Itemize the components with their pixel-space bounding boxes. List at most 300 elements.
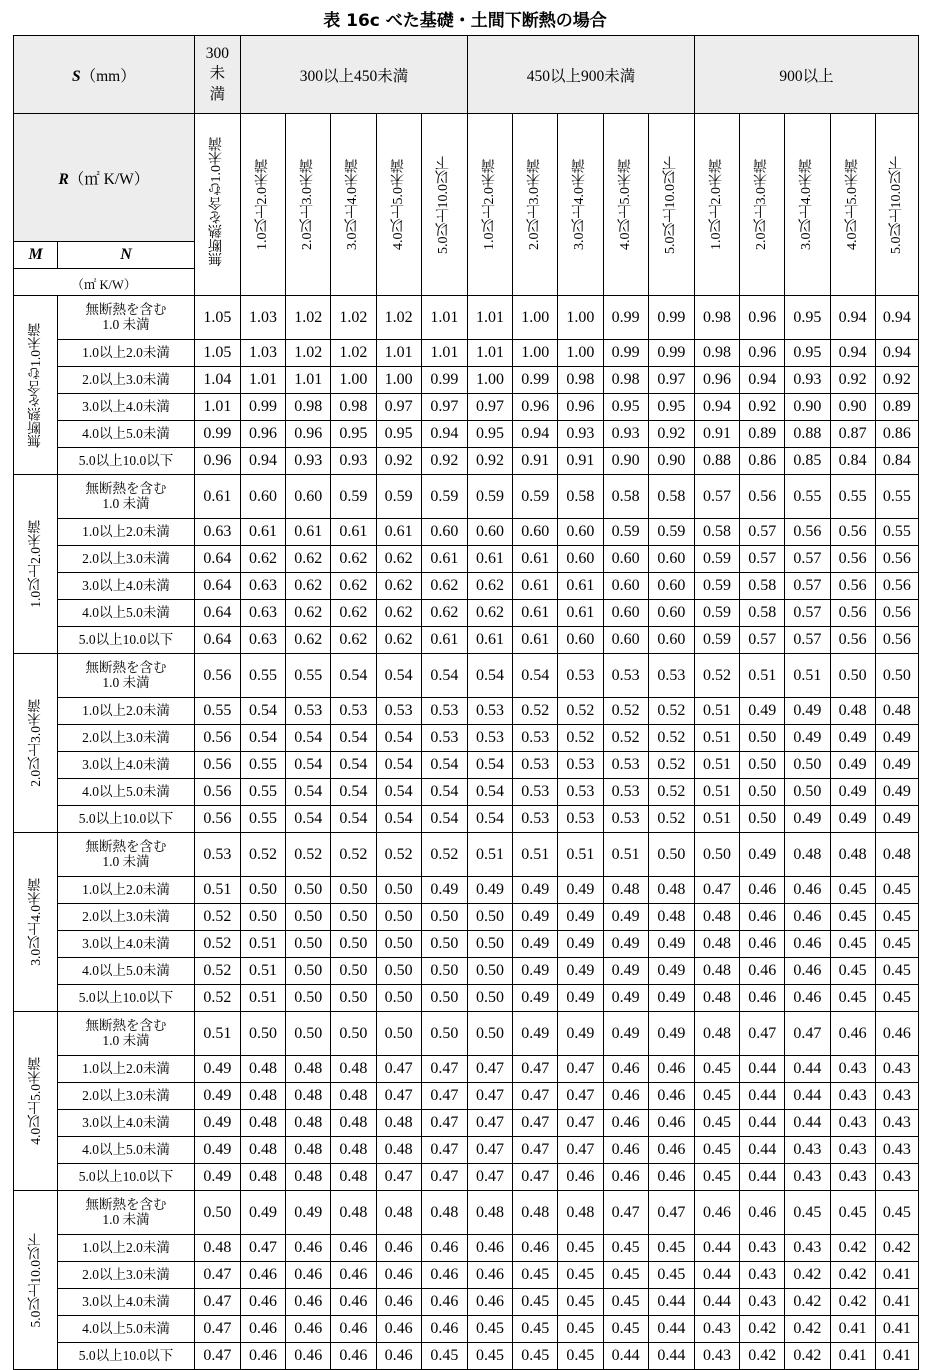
value-cell: 1.00 (558, 340, 603, 367)
value-cell: 0.45 (513, 1289, 558, 1316)
value-cell: 0.50 (331, 904, 376, 931)
value-cell: 0.52 (603, 725, 648, 752)
value-cell: 0.92 (648, 421, 694, 448)
value-cell: 0.57 (694, 475, 739, 519)
value-cell: 0.44 (740, 1083, 785, 1110)
value-cell: 0.46 (603, 1110, 648, 1137)
n-row-label (58, 394, 195, 421)
value-cell: 0.47 (558, 1110, 603, 1137)
value-cell: 0.62 (421, 600, 467, 627)
value-cell: 0.53 (603, 806, 648, 833)
value-cell: 0.48 (286, 1137, 331, 1164)
s-label: S (72, 67, 81, 85)
value-cell: 0.61 (513, 600, 558, 627)
value-cell: 1.00 (558, 296, 603, 340)
value-cell: 0.41 (875, 1316, 918, 1343)
value-cell: 0.51 (240, 985, 285, 1012)
value-cell: 0.42 (785, 1343, 830, 1370)
value-cell: 0.56 (830, 519, 875, 546)
value-cell: 1.01 (421, 296, 467, 340)
value-cell: 0.43 (785, 1137, 830, 1164)
value-cell: 0.55 (830, 475, 875, 519)
value-cell: 0.61 (513, 546, 558, 573)
value-cell: 0.60 (286, 475, 331, 519)
s-group-header: 300以上450未満 (240, 36, 467, 114)
value-cell: 0.62 (331, 627, 376, 654)
table-row (14, 1289, 919, 1316)
value-cell: 0.45 (785, 1191, 830, 1235)
value-cell: 1.02 (286, 296, 331, 340)
value-cell: 0.46 (376, 1289, 421, 1316)
value-cell: 0.59 (331, 475, 376, 519)
value-cell: 0.46 (331, 1316, 376, 1343)
value-cell: 0.60 (513, 519, 558, 546)
n-row-label (58, 1235, 195, 1262)
value-cell: 0.49 (194, 1056, 240, 1083)
value-cell: 0.51 (240, 931, 285, 958)
value-cell: 0.84 (830, 448, 875, 475)
value-cell: 0.53 (558, 779, 603, 806)
n-row-label-line: 1.0 未満 (102, 1032, 150, 1048)
n-row-label (58, 627, 195, 654)
n-row-label (58, 779, 195, 806)
table-row (14, 546, 919, 573)
value-cell: 0.47 (513, 1083, 558, 1110)
value-cell: 0.49 (194, 1083, 240, 1110)
value-cell: 0.53 (421, 725, 467, 752)
table-title: 表 16c べた基礎・土間下断熱の場合 (323, 11, 607, 31)
value-cell: 0.91 (694, 421, 739, 448)
n-row-label-line: 無断熱を含む (85, 302, 167, 318)
s-first-char-2: 満 (209, 85, 226, 103)
table-row (14, 573, 919, 600)
n-row-label (58, 654, 195, 698)
value-cell: 0.87 (830, 421, 875, 448)
value-cell: 0.45 (694, 1056, 739, 1083)
value-cell: 0.53 (513, 752, 558, 779)
value-cell: 0.48 (376, 1191, 421, 1235)
table-row (14, 833, 919, 877)
m-label: M (28, 246, 43, 263)
value-cell: 0.99 (513, 367, 558, 394)
value-cell: 0.43 (830, 1164, 875, 1191)
n-row-label-line: 5.0以上10.0以下 (78, 631, 174, 647)
value-cell: 0.54 (467, 806, 512, 833)
value-cell: 0.58 (648, 475, 694, 519)
r-col-label: 3.0以上4.0未満 (345, 159, 361, 250)
r-col-header (785, 114, 830, 296)
value-cell: 0.44 (740, 1137, 785, 1164)
value-cell: 0.49 (875, 779, 918, 806)
table-row (14, 448, 919, 475)
value-cell: 0.50 (421, 985, 467, 1012)
value-cell: 0.42 (830, 1235, 875, 1262)
value-cell: 1.00 (513, 296, 558, 340)
value-cell: 0.56 (875, 546, 918, 573)
value-cell: 0.62 (376, 546, 421, 573)
value-cell: 0.46 (875, 1012, 918, 1056)
table-row (14, 958, 919, 985)
value-cell: 0.45 (513, 1262, 558, 1289)
value-cell: 0.48 (603, 877, 648, 904)
m-header-cell (14, 242, 58, 269)
value-cell: 0.43 (785, 1235, 830, 1262)
value-cell: 0.52 (194, 904, 240, 931)
value-cell: 0.47 (785, 1012, 830, 1056)
value-cell: 0.50 (286, 958, 331, 985)
value-cell: 0.61 (240, 519, 285, 546)
m-group-label-cell (14, 296, 58, 475)
value-cell: 0.57 (785, 600, 830, 627)
value-cell: 0.48 (286, 1110, 331, 1137)
value-cell: 0.48 (694, 1012, 739, 1056)
value-cell: 1.02 (286, 340, 331, 367)
value-cell: 0.46 (740, 904, 785, 931)
value-cell: 0.98 (694, 340, 739, 367)
value-cell: 0.50 (740, 779, 785, 806)
value-cell: 0.42 (785, 1316, 830, 1343)
value-cell: 0.61 (286, 519, 331, 546)
value-cell: 0.48 (331, 1056, 376, 1083)
value-cell: 0.63 (194, 519, 240, 546)
value-cell: 0.55 (240, 806, 285, 833)
value-cell: 0.46 (785, 958, 830, 985)
value-cell: 0.50 (331, 958, 376, 985)
m-group-label: 1.0以上2.0未満 (27, 520, 43, 608)
value-cell: 0.99 (648, 296, 694, 340)
value-cell: 0.62 (331, 546, 376, 573)
value-cell: 0.57 (785, 546, 830, 573)
value-cell: 0.53 (603, 779, 648, 806)
value-cell: 0.46 (376, 1316, 421, 1343)
value-cell: 0.46 (740, 958, 785, 985)
value-cell: 0.46 (421, 1289, 467, 1316)
value-cell: 0.54 (331, 752, 376, 779)
value-cell: 0.59 (694, 573, 739, 600)
value-cell: 0.46 (421, 1316, 467, 1343)
r-col-header (875, 114, 918, 296)
value-cell: 0.49 (467, 877, 512, 904)
value-cell: 0.50 (286, 931, 331, 958)
value-cell: 0.43 (875, 1083, 918, 1110)
value-cell: 0.99 (648, 340, 694, 367)
value-cell: 0.46 (240, 1289, 285, 1316)
value-cell: 0.45 (558, 1316, 603, 1343)
n-row-label (58, 1012, 195, 1056)
value-cell: 0.56 (875, 627, 918, 654)
n-row-label-line: 3.0以上4.0未満 (82, 1293, 170, 1309)
n-row-label-line: 1.0 未満 (102, 495, 150, 511)
value-cell: 0.59 (421, 475, 467, 519)
value-cell: 0.46 (331, 1289, 376, 1316)
table-row (14, 806, 919, 833)
value-cell: 0.56 (830, 600, 875, 627)
value-cell: 0.56 (785, 519, 830, 546)
value-cell: 0.49 (875, 806, 918, 833)
value-cell: 0.54 (376, 752, 421, 779)
value-cell: 0.43 (740, 1289, 785, 1316)
value-cell: 0.48 (240, 1083, 285, 1110)
value-cell: 0.49 (785, 725, 830, 752)
value-cell: 0.50 (240, 904, 285, 931)
value-cell: 0.43 (830, 1110, 875, 1137)
n-row-label (58, 1110, 195, 1137)
value-cell: 0.62 (331, 600, 376, 627)
value-cell: 0.96 (694, 367, 739, 394)
table-row (14, 519, 919, 546)
value-cell: 0.60 (603, 600, 648, 627)
n-row-label (58, 877, 195, 904)
value-cell: 0.48 (467, 1191, 512, 1235)
n-row-label-line: 3.0以上4.0未満 (82, 1114, 170, 1130)
value-cell: 0.48 (875, 833, 918, 877)
value-cell: 0.47 (513, 1164, 558, 1191)
value-cell: 0.50 (376, 985, 421, 1012)
value-cell: 0.55 (240, 779, 285, 806)
value-cell: 0.50 (467, 931, 512, 958)
r-col-label: 2.0以上3.0未満 (300, 159, 316, 250)
value-cell: 0.48 (331, 1164, 376, 1191)
m-group-label-cell (14, 475, 58, 654)
r-col-label: 4.0以上5.0未満 (617, 159, 633, 250)
value-cell: 0.50 (376, 931, 421, 958)
value-cell: 0.53 (648, 654, 694, 698)
value-cell: 0.41 (875, 1289, 918, 1316)
value-cell: 0.95 (785, 340, 830, 367)
table-row (14, 394, 919, 421)
value-cell: 0.50 (467, 985, 512, 1012)
value-cell: 0.49 (558, 1012, 603, 1056)
value-cell: 0.58 (603, 475, 648, 519)
value-cell: 1.02 (376, 296, 421, 340)
value-cell: 0.59 (376, 475, 421, 519)
value-cell: 0.52 (194, 958, 240, 985)
value-cell: 0.47 (513, 1110, 558, 1137)
value-cell: 0.52 (194, 931, 240, 958)
value-cell: 0.45 (558, 1289, 603, 1316)
value-cell: 0.50 (286, 985, 331, 1012)
n-label: N (120, 246, 132, 263)
n-row-label-line: 2.0以上3.0未満 (82, 908, 170, 924)
value-cell: 0.64 (194, 600, 240, 627)
table-row (14, 725, 919, 752)
value-cell: 0.42 (830, 1289, 875, 1316)
table-row (14, 779, 919, 806)
value-cell: 0.92 (740, 394, 785, 421)
value-cell: 0.52 (603, 698, 648, 725)
value-cell: 0.92 (875, 367, 918, 394)
value-cell: 1.03 (240, 296, 285, 340)
value-cell: 0.99 (603, 296, 648, 340)
value-cell: 0.51 (558, 833, 603, 877)
value-cell: 0.48 (558, 1191, 603, 1235)
r-col-header (603, 114, 648, 296)
value-cell: 0.51 (240, 958, 285, 985)
value-cell: 0.62 (286, 627, 331, 654)
value-cell: 0.55 (875, 475, 918, 519)
value-cell: 0.44 (740, 1110, 785, 1137)
r-col-header (376, 114, 421, 296)
value-cell: 0.46 (830, 1012, 875, 1056)
table-row (14, 421, 919, 448)
value-cell: 0.53 (603, 654, 648, 698)
r-col-header (830, 114, 875, 296)
value-cell: 0.47 (467, 1110, 512, 1137)
value-cell: 0.46 (240, 1316, 285, 1343)
value-cell: 0.51 (694, 806, 739, 833)
value-cell: 0.99 (421, 367, 467, 394)
value-cell: 0.47 (467, 1137, 512, 1164)
value-cell: 0.45 (694, 1137, 739, 1164)
value-cell: 0.88 (785, 421, 830, 448)
value-cell: 0.62 (286, 573, 331, 600)
value-cell: 0.46 (376, 1262, 421, 1289)
table-row (14, 1137, 919, 1164)
value-cell: 0.52 (558, 698, 603, 725)
n-row-label-line: 1.0 未満 (102, 853, 150, 869)
value-cell: 0.44 (603, 1343, 648, 1370)
value-cell: 0.50 (648, 833, 694, 877)
value-cell: 0.98 (603, 367, 648, 394)
value-cell: 0.95 (331, 421, 376, 448)
value-cell: 0.59 (467, 475, 512, 519)
value-cell: 0.59 (513, 475, 558, 519)
n-row-label (58, 958, 195, 985)
value-cell: 0.52 (648, 698, 694, 725)
value-cell: 0.52 (376, 833, 421, 877)
value-cell: 0.47 (513, 1056, 558, 1083)
value-cell: 0.46 (785, 931, 830, 958)
value-cell: 0.51 (694, 779, 739, 806)
value-cell: 0.53 (376, 698, 421, 725)
table-row (14, 877, 919, 904)
value-cell: 0.44 (740, 1056, 785, 1083)
value-cell: 0.84 (875, 448, 918, 475)
value-cell: 0.58 (740, 600, 785, 627)
value-cell: 0.47 (421, 1137, 467, 1164)
value-cell: 0.54 (331, 779, 376, 806)
value-cell: 0.47 (467, 1083, 512, 1110)
table-row (14, 904, 919, 931)
value-cell: 0.56 (875, 600, 918, 627)
table-row (14, 1164, 919, 1191)
table-row (14, 1235, 919, 1262)
value-cell: 0.47 (194, 1343, 240, 1370)
value-cell: 0.48 (830, 833, 875, 877)
value-cell: 0.48 (875, 698, 918, 725)
value-cell: 0.54 (467, 654, 512, 698)
value-cell: 0.53 (194, 833, 240, 877)
n-row-label-line: 4.0以上5.0未満 (82, 783, 170, 799)
value-cell: 0.96 (240, 421, 285, 448)
n-row-label-line: 4.0以上5.0未満 (82, 1141, 170, 1157)
s-first-char-1: 未 (209, 65, 226, 83)
table-row (14, 296, 919, 340)
value-cell: 0.53 (513, 725, 558, 752)
value-cell: 0.49 (558, 958, 603, 985)
value-cell: 0.96 (194, 448, 240, 475)
value-cell: 0.46 (286, 1235, 331, 1262)
n-unit-cell: （㎡ K/W） (14, 269, 195, 296)
value-cell: 0.46 (467, 1262, 512, 1289)
value-cell: 0.49 (603, 985, 648, 1012)
value-cell: 1.03 (240, 340, 285, 367)
value-cell: 0.94 (740, 367, 785, 394)
value-cell: 0.98 (331, 394, 376, 421)
value-cell: 0.45 (558, 1262, 603, 1289)
value-cell: 0.54 (376, 779, 421, 806)
m-group-label-cell (14, 1191, 58, 1370)
n-row-label-line: 3.0以上4.0未満 (82, 577, 170, 593)
value-cell: 0.49 (558, 931, 603, 958)
value-cell: 0.97 (648, 367, 694, 394)
value-cell: 0.61 (467, 546, 512, 573)
n-row-label-line: 2.0以上3.0未満 (82, 371, 170, 387)
value-cell: 0.50 (376, 904, 421, 931)
value-cell: 0.54 (421, 779, 467, 806)
value-cell: 0.60 (603, 573, 648, 600)
value-cell: 0.46 (240, 1262, 285, 1289)
value-cell: 0.59 (603, 519, 648, 546)
r-first-col-header (194, 114, 240, 296)
value-cell: 0.47 (240, 1235, 285, 1262)
value-cell: 0.45 (421, 1343, 467, 1370)
value-cell: 0.62 (240, 546, 285, 573)
value-cell: 0.51 (467, 833, 512, 877)
value-cell: 0.48 (694, 958, 739, 985)
value-cell: 0.96 (513, 394, 558, 421)
value-cell: 0.55 (785, 475, 830, 519)
value-cell: 0.62 (376, 600, 421, 627)
n-row-label-line: 3.0以上4.0未満 (82, 398, 170, 414)
r-col-label: 5.0以上10.0以下 (436, 155, 452, 254)
value-cell: 0.51 (513, 833, 558, 877)
value-cell: 0.50 (286, 904, 331, 931)
value-cell: 0.57 (785, 627, 830, 654)
n-row-label (58, 573, 195, 600)
value-cell: 0.45 (830, 958, 875, 985)
value-cell: 0.46 (331, 1262, 376, 1289)
value-cell: 0.45 (875, 958, 918, 985)
value-cell: 0.64 (194, 546, 240, 573)
n-row-label-line: 無断熱を含む (85, 839, 167, 855)
value-cell: 0.54 (331, 654, 376, 698)
value-cell: 0.46 (785, 985, 830, 1012)
m-group-label: 5.0以上10.0以下 (27, 1232, 43, 1328)
value-cell: 0.62 (467, 600, 512, 627)
value-cell: 0.51 (194, 877, 240, 904)
value-cell: 0.49 (513, 958, 558, 985)
value-cell: 0.92 (376, 448, 421, 475)
n-row-label-line: 3.0以上4.0未満 (82, 756, 170, 772)
n-row-label-line: 2.0以上3.0未満 (82, 1087, 170, 1103)
table-row (14, 1343, 919, 1370)
value-cell: 0.57 (740, 519, 785, 546)
n-row-label-line: 1.0以上2.0未満 (82, 344, 170, 360)
r-col-header (467, 114, 512, 296)
value-cell: 0.48 (830, 698, 875, 725)
value-cell: 0.91 (558, 448, 603, 475)
r-col-label: 1.0以上2.0未満 (255, 159, 271, 250)
value-cell: 1.01 (376, 340, 421, 367)
s-group-header: 900以上 (694, 36, 918, 114)
value-cell: 0.53 (421, 698, 467, 725)
value-cell: 0.46 (376, 1235, 421, 1262)
value-cell: 0.94 (421, 421, 467, 448)
value-cell: 0.48 (286, 1083, 331, 1110)
value-cell: 0.94 (513, 421, 558, 448)
value-cell: 0.94 (830, 340, 875, 367)
